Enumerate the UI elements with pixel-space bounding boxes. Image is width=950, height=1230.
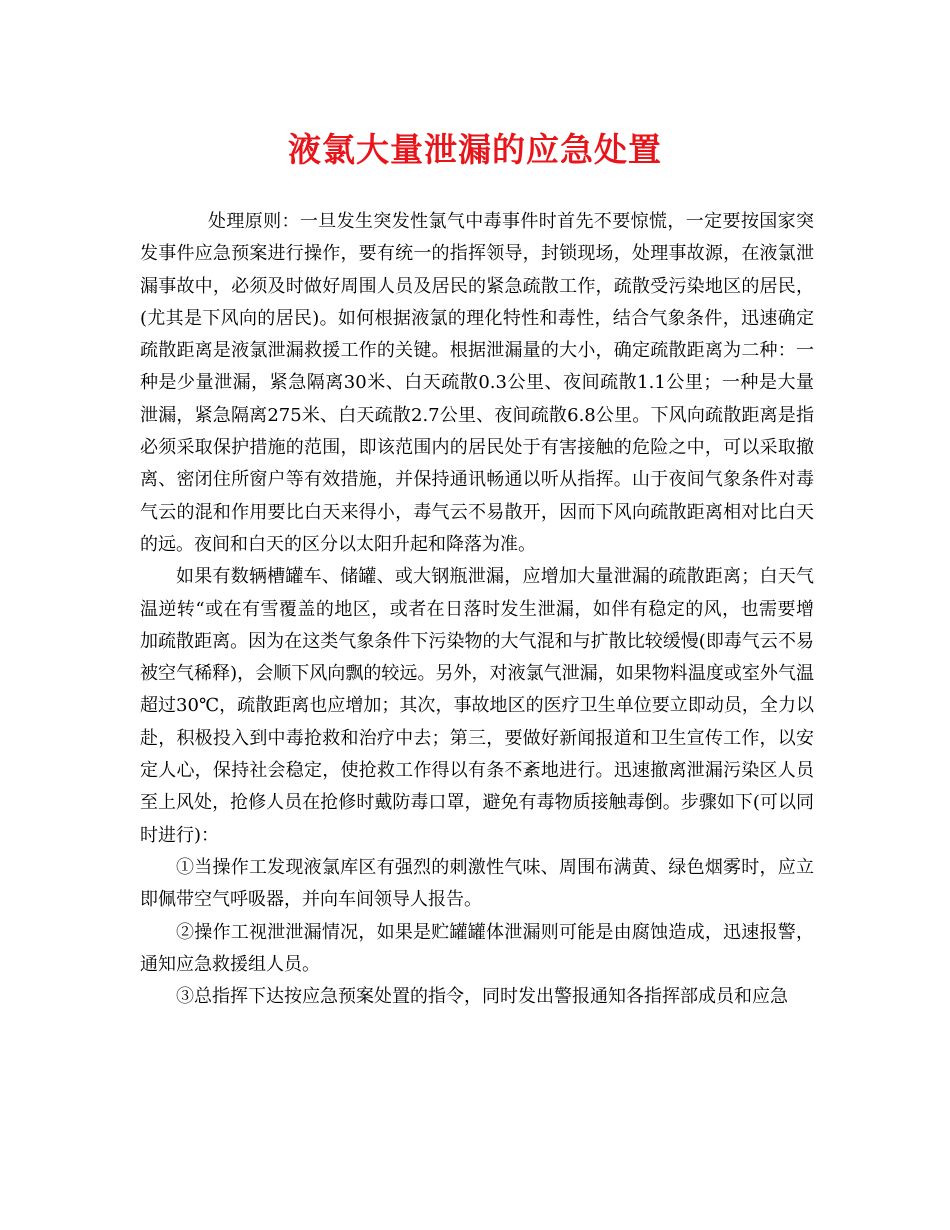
paragraph-step-1: ①当操作工发现液氯库区有强烈的刺激性气味、周围布满黄、绿色烟雾时，应立即佩带空气呼吸器，并向车间领导人报告。 xyxy=(140,856,814,911)
paragraph-step-3: ③总指挥下达按应急预案处置的指令，同时发出警报通知各指挥部成员和应急 xyxy=(176,986,788,1008)
document-body xyxy=(140,206,814,1013)
document-title: 液氯大量泄漏的应急处置 xyxy=(288,130,662,169)
paragraph-step-2: ②操作工视泄泄漏情况，如果是贮罐罐体泄漏则可能是由腐蚀造成，迅速报警，通知应急救援组人员。 xyxy=(140,921,814,975)
paragraph-evacuation-distance: 如果有数辆槽罐车、储罐、或大钢瓶泄漏，应增加大量泄漏的疏散距离；白天气温逆转“或在有雪覆盖的地区，或者在日落时发生泄漏，如伴有稳定的风，也需要增加疏散距离。因为在这类气象条件下污染物的大气混和与扩散比较缓慢(即毒气云不易被空气稀释)，会顺下风向飘的较远。另外，对液氯气泄漏，如果物料温度或室外气温超过30℃，疏散距离也应增加；其次，事故地区的医疗卫生单位要立即动员，全力以赴，积极投入到中毒抢救和治疗中去；第三，要做好新闻报道和卫生宣传工作，以安定人心，保持社会稳定，使抢救工作得以有条不紊地进行。迅速撤离泄漏污染区人员至上风处，抢修人员在抢修时戴防毒口罩，避免有毒物质接触毒倒。步骤如下(可以同时进行)： xyxy=(140,566,814,846)
paragraph-principles: 处理原则：一旦发生突发性氯气中毒事件时首先不要惊慌，一定要按国家突发事件应急预案进行操作，要有统一的指挥领导，封锁现场，处理事故源，在液氯泄漏事故中，必须及时做好周围人员及居民的紧急疏散工作，疏散受污染地区的居民，(尤其是下风向的居民)。如何根据液氯的理化特性和毒性，结合气象条件，迅速确定疏散距离是液氯泄漏救援工作的关键。根据泄漏量的大小，确定疏散距离为二种：一种是少量泄漏，紧急隔离30米、白天疏散0.3公里、夜间疏散1.1公里；一种是大量泄漏，紧急隔离275米、白天疏散2.7公里、夜间疏散6.8公里。下风向疏散距离是指必须采取保护措施的范围，即该范围内的居民处于有害接触的危险之中，可以采取撤离、密闭住所窗户等有效措施，并保持通讯畅通以听从指挥。山于夜间气象条件对毒气云的混和作用要比白天来得小，毒气云不易散开，因而下风向疏散距离相对比白天的远。夜间和白天的区分以太阳升起和降落为准。 xyxy=(140,211,814,555)
